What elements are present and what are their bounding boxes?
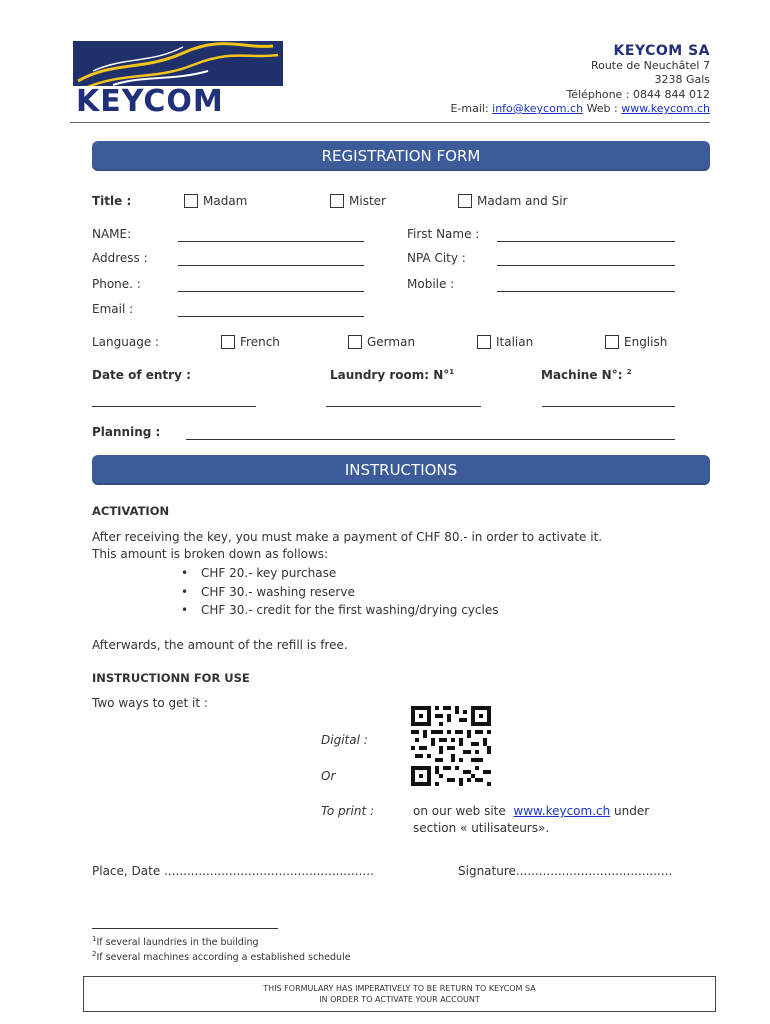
date-of-entry-field[interactable] [92, 406, 256, 407]
company-address: Route de Neuchâtel 7 [590, 58, 710, 72]
mobile-field[interactable] [497, 291, 675, 292]
company-name: KEYCOM SA [613, 43, 710, 59]
instructions-heading: INSTRUCTIONS [92, 455, 710, 485]
language-label: Language : [92, 335, 160, 349]
npa-city-label: NPA City : [407, 251, 466, 265]
planning-field[interactable] [186, 439, 675, 440]
company-phone: Téléphone : 0844 844 012 [566, 87, 710, 101]
laundry-room-field[interactable] [326, 406, 481, 407]
mobile-label: Mobile : [407, 277, 455, 291]
footnote-2: $^2$If several machines according a established schedule [92, 950, 351, 964]
web-link[interactable]: www.keycom.ch [621, 102, 710, 115]
english-label: English [624, 335, 668, 349]
planning-label: Planning : [92, 425, 161, 439]
header-divider [70, 122, 710, 123]
name-label: NAME: [92, 227, 132, 241]
digital-label: Digital : [321, 733, 368, 747]
registration-heading: REGISTRATION FORM [92, 141, 710, 171]
address-label: Address : [92, 251, 148, 265]
madam-and-sir-checkbox[interactable] [458, 194, 472, 208]
email-field[interactable] [178, 316, 364, 317]
list-item: • CHF 20.- key purchase [181, 564, 498, 583]
place-date-field[interactable]: Place, Date ....................................................... [92, 864, 374, 878]
email-link[interactable]: info@keycom.ch [492, 102, 584, 115]
german-checkbox[interactable] [348, 335, 362, 349]
footnote-1: $^1$If several laundries in the building [92, 935, 259, 949]
return-notice [83, 976, 716, 1012]
company-info [450, 44, 710, 117]
laundry-room-label: Laundry room: N°$^1$ [330, 368, 455, 382]
english-checkbox[interactable] [605, 335, 619, 349]
activation-title: ACTIVATION [92, 504, 170, 518]
phone-field[interactable] [178, 291, 364, 292]
phone-label: Phone. : [92, 277, 141, 291]
cost-breakdown-list [181, 564, 498, 620]
french-label: French [240, 335, 280, 349]
instructions-use-title: INSTRUCTIONN FOR USE [92, 671, 250, 685]
to-print-label: To print : [321, 804, 375, 818]
madam-and-sir-label: Madam and Sir [477, 194, 568, 208]
activation-text-1: After receiving the key, you must make a payment of CHF 80.- in order to activate it. [92, 530, 603, 544]
italian-label: Italian [496, 335, 534, 349]
madam-label: Madam [203, 194, 248, 208]
firstname-field[interactable] [497, 241, 675, 242]
mister-checkbox[interactable] [330, 194, 344, 208]
list-item: • CHF 30.- washing reserve [181, 583, 498, 602]
company-city: 3238 Gals [654, 73, 710, 86]
german-label: German [367, 335, 416, 349]
firstname-label: First Name : [407, 227, 480, 241]
madam-checkbox[interactable] [184, 194, 198, 208]
list-item: • CHF 30.- credit for the first washing/drying cycles [181, 601, 498, 620]
keycom-website-link[interactable]: www.keycom.ch [513, 804, 611, 818]
npa-city-field[interactable] [497, 265, 675, 266]
email-label: Email : [92, 302, 134, 316]
french-checkbox[interactable] [221, 335, 235, 349]
address-field[interactable] [178, 265, 364, 266]
title-label: Title : [92, 194, 132, 208]
activation-text-2: This amount is broken down as follows: [92, 547, 329, 561]
print-instructions: on our web site www.keycom.ch under [413, 804, 650, 818]
date-of-entry-label: Date of entry : [92, 368, 191, 382]
two-ways-text: Two ways to get it : [92, 696, 208, 710]
logo-wordmark: KEYCOM [76, 84, 224, 119]
return-notice-line2: IN ORDER TO ACTIVATE YOUR ACCOUNT [319, 995, 480, 1004]
machine-label: Machine N°: $^2$ [541, 368, 632, 382]
afterwards-text: Afterwards, the amount of the refill is free. [92, 638, 348, 652]
footnote-divider [92, 928, 278, 929]
mister-label: Mister [349, 194, 386, 208]
qr-code[interactable] [411, 706, 491, 786]
name-field[interactable] [178, 241, 364, 242]
machine-field[interactable] [542, 406, 675, 407]
print-instructions-line2: section « utilisateurs». [413, 821, 550, 835]
or-label: Or [321, 769, 336, 783]
company-contacts: E-mail: info@keycom.ch Web : www.keycom.ch [450, 102, 710, 115]
signature-field[interactable]: Signature......................................... [458, 864, 673, 878]
italian-checkbox[interactable] [477, 335, 491, 349]
return-notice-line1: THIS FORMULARY HAS IMPERATIVELY TO BE RETURN TO KEYCOM SA [263, 984, 536, 993]
